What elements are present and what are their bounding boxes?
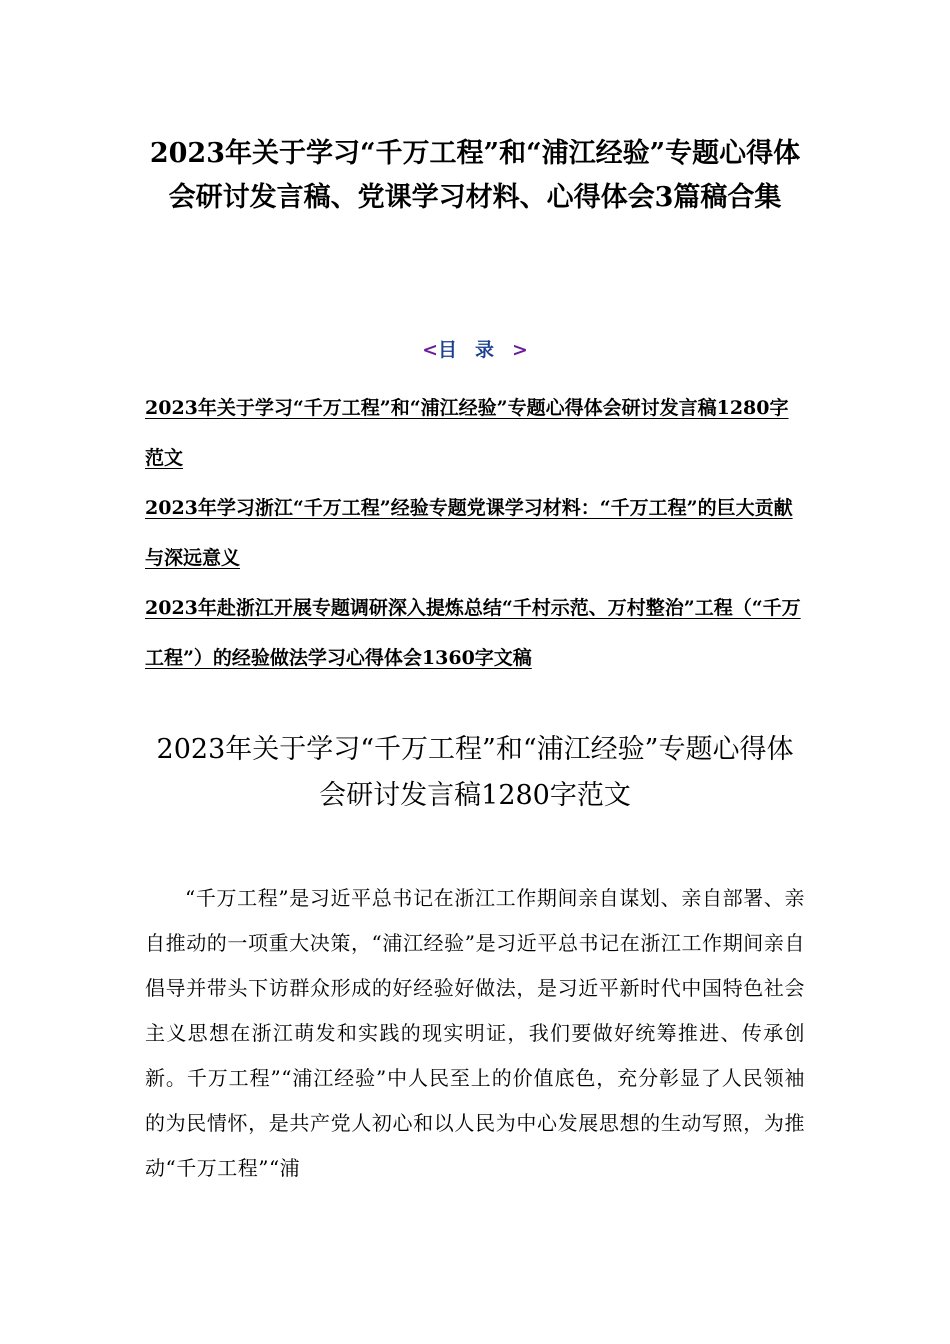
toc-bracket-close: >: [512, 339, 528, 361]
toc-word-1: 目: [437, 339, 475, 361]
body-paragraph: “千万工程”是习近平总书记在浙江工作期间亲自谋划、亲自部署、亲自推动的一项重大决策，“浦江经验”是习近平总书记在浙江工作期间亲自倡导并带头下访群众形成的好经验好做法，是习近平新时代中国特色社会主义思想在浙江萌发和实践的现实明证，我们要做好统筹推进、传承创新。千万工程”“浦江经验”中人民至上的价值底色，充分彰显了人民领袖的为民情怀，是共产党人初心和以人民为中心发展思想的生动写照，为推动“千万工程”“浦: [145, 886, 805, 1180]
section-title: 2023年关于学习“千万工程”和“浦江经验”专题心得体会研讨发言稿1280字范文: [156, 734, 794, 811]
toc-word-2: 录: [475, 339, 513, 361]
document-title: 2023年关于学习“千万工程”和“浦江经验”专题心得体会研讨发言稿、党课学习材料、心得体会3篇稿合集: [149, 138, 801, 213]
toc-link-2[interactable]: 2023年学习浙江“千万工程”经验专题党课学习材料：“千万工程”的巨大贡献与深远意义: [145, 497, 793, 569]
toc-link-3[interactable]: 2023年赴浙江开展专题调研深入提炼总结“千村示范、万村整治”工程（“千万工程”）的经验做法学习心得体会1360字文稿: [145, 597, 801, 669]
toc-list: [145, 383, 805, 683]
toc-bracket-open: <: [422, 339, 438, 361]
toc-heading: [145, 337, 805, 363]
toc-link-1[interactable]: 2023年关于学习“千万工程”和“浦江经验”专题心得体会研讨发言稿1280字范文: [145, 397, 789, 469]
